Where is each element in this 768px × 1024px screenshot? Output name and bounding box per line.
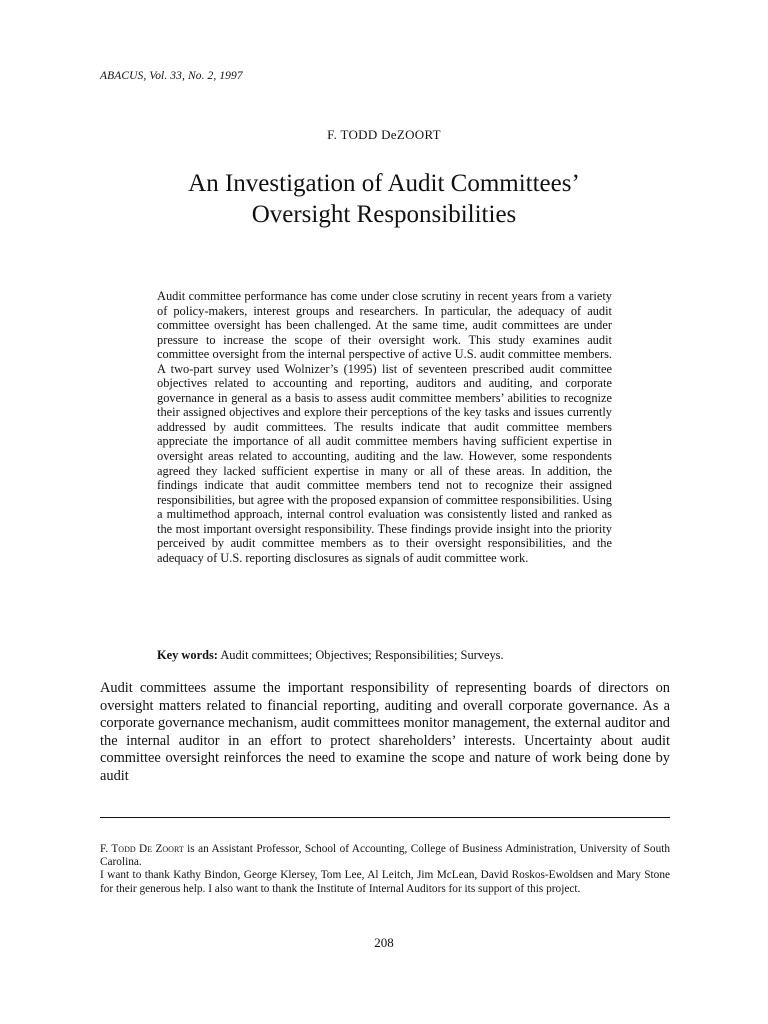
paper-title — [100, 168, 668, 230]
footnote-divider — [100, 817, 670, 818]
footnote-author-name: F. Todd De Zoort — [100, 843, 184, 855]
keywords-text: Audit committees; Objectives; Responsibilities; Surveys. — [217, 648, 504, 662]
footnotes — [100, 843, 670, 896]
title-line-1: An Investigation of Audit Committees’ — [188, 170, 580, 197]
body-paragraph: Audit committees assume the important responsibility of representing boards of directors on oversight matters related to financial reporting, auditing and overall corporate governance. As a corporate governance mechanism, audit committees monitor management, the external auditor and the internal auditor in an effort to protect shareholders’ interests. Uncertainty about audit committee oversight reinforces the need to examine the scope and nature of work being done by audit — [100, 680, 670, 784]
journal-reference: ABACUS, Vol. 33, No. 2, 1997 — [100, 70, 243, 82]
author-name: F. TODD DeZOORT — [327, 127, 441, 142]
footnote-acknowledgement: I want to thank Kathy Bindon, George Klersey, Tom Lee, Al Leitch, Jim McLean, David Roskos-Ewoldsen and Mary Stone for their generous help. I also want to thank the Institute of Internal Auditors for its support of this project. — [100, 869, 670, 895]
keywords — [157, 648, 612, 663]
abstract: Audit committee performance has come under close scrutiny in recent years from a variety of policy-makers, interest groups and researchers. In particular, the adequacy of audit committee oversight has been challenged. At the same time, audit committees are under pressure to increase the scope of their oversight work. This study examines audit committee oversight from the internal perspective of active U.S. audit committee members. A two-part survey used Wolnizer’s (1995) list of seventeen prescribed audit committee objectives related to accounting and reporting, auditors and auditing, and corporate governance in general as a basis to assess audit committee members’ abilities to recognize their assigned objectives and explore their perceptions of the key tasks and issues currently addressed by audit committees. The results indicate that audit committee members appreciate the importance of all audit committee members having sufficient expertise in oversight areas related to accounting, auditing and the law. However, some respondents agreed they lacked sufficient expertise in many or all of these areas. In addition, the findings indicate that audit committee members tend not to recognize their assigned responsibilities, but agree with the proposed expansion of committee responsibilities. Using a multimethod approach, internal control evaluation was consistently listed and ranked as the most important oversight responsibility. These findings provide insight into the priority perceived by audit committee members as to their oversight responsibilities, and the adequacy of U.S. reporting disclosures as signals of audit committee work. — [157, 289, 612, 565]
title-line-2: Oversight Responsibilities — [251, 201, 517, 228]
keywords-label: Key words: — [157, 648, 218, 662]
page-number: 208 — [374, 935, 394, 950]
footnote-author-affiliation: is an Assistant Professor, School of Accounting, College of Business Administration, University of South Carolina. — [100, 843, 671, 869]
footnote-author — [100, 843, 670, 869]
